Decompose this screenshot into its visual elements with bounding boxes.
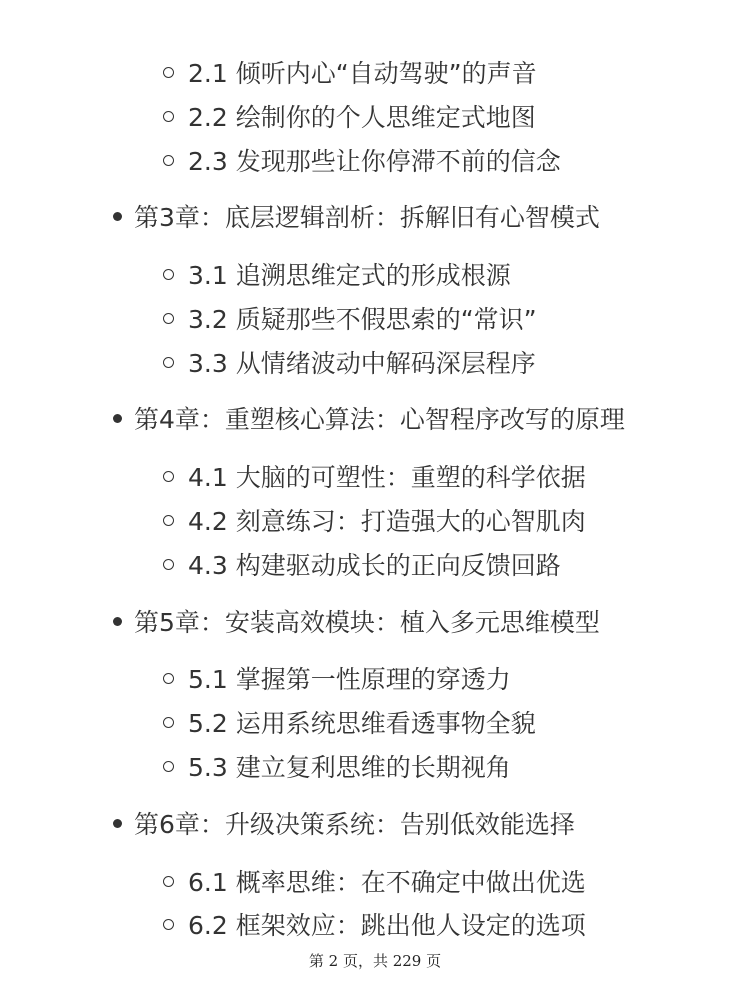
hollow-bullet-icon	[163, 673, 174, 684]
hollow-bullet-icon	[163, 471, 174, 482]
toc-chapter	[0, 803, 750, 843]
toc-chapter-text: 第5章：安装高效模块：植入多元思维模型	[134, 608, 600, 637]
solid-bullet-icon	[113, 212, 122, 221]
toc-subsection	[0, 861, 750, 901]
toc-subsection	[0, 456, 750, 496]
toc-subsection	[0, 342, 750, 382]
toc-subsection	[0, 298, 750, 338]
toc-chapter	[0, 398, 750, 438]
toc-subsection-text: 6.1 概率思维：在不确定中做出优选	[188, 868, 586, 897]
hollow-bullet-icon	[163, 313, 174, 324]
toc-subsection	[0, 746, 750, 786]
hollow-bullet-icon	[163, 67, 174, 78]
hollow-bullet-icon	[163, 155, 174, 166]
toc-subsection-text: 5.2 运用系统思维看透事物全貌	[188, 709, 536, 738]
toc-chapter-text: 第4章：重塑核心算法：心智程序改写的原理	[134, 405, 625, 434]
page-number-footer: 第 2 页，共 229 页	[308, 952, 442, 970]
toc-subsection-text: 4.3 构建驱动成长的正向反馈回路	[188, 551, 561, 580]
toc-subsection	[0, 702, 750, 742]
toc-subsection-text: 3.2 质疑那些不假思索的“常识”	[188, 305, 537, 334]
hollow-bullet-icon	[163, 357, 174, 368]
hollow-bullet-icon	[163, 111, 174, 122]
solid-bullet-icon	[113, 617, 122, 626]
hollow-bullet-icon	[163, 269, 174, 280]
toc-subsection	[0, 500, 750, 540]
solid-bullet-icon	[113, 414, 122, 423]
toc-chapter-text: 第3章：底层逻辑剖析：拆解旧有心智模式	[134, 203, 600, 232]
toc-subsection-text: 2.2 绘制你的个人思维定式地图	[188, 103, 536, 132]
hollow-bullet-icon	[163, 559, 174, 570]
toc-subsection-text: 3.3 从情绪波动中解码深层程序	[188, 349, 536, 378]
toc-chapter-text: 第6章：升级决策系统：告别低效能选择	[134, 810, 575, 839]
toc-subsection	[0, 52, 750, 92]
toc-chapter	[0, 196, 750, 236]
toc-subsection-text: 3.1 追溯思维定式的形成根源	[188, 261, 511, 290]
toc-subsection	[0, 544, 750, 584]
hollow-bullet-icon	[163, 515, 174, 526]
toc-subsection-text: 6.2 框架效应：跳出他人设定的选项	[188, 911, 586, 940]
toc-subsection	[0, 658, 750, 698]
hollow-bullet-icon	[163, 876, 174, 887]
toc-subsection	[0, 904, 750, 944]
toc-subsection	[0, 254, 750, 294]
toc-subsection	[0, 96, 750, 136]
toc-subsection-text: 4.2 刻意练习：打造强大的心智肌肉	[188, 507, 586, 536]
toc-subsection-text: 5.1 掌握第一性原理的穿透力	[188, 665, 511, 694]
toc-chapter	[0, 601, 750, 641]
toc-subsection-text: 5.3 建立复利思维的长期视角	[188, 753, 511, 782]
hollow-bullet-icon	[163, 761, 174, 772]
solid-bullet-icon	[113, 819, 122, 828]
toc-subsection-text: 2.1 倾听内心“自动驾驶”的声音	[188, 59, 537, 88]
toc-subsection-text: 2.3 发现那些让你停滞不前的信念	[188, 147, 561, 176]
hollow-bullet-icon	[163, 717, 174, 728]
toc-subsection-text: 4.1 大脑的可塑性：重塑的科学依据	[188, 463, 586, 492]
toc-subsection	[0, 140, 750, 180]
hollow-bullet-icon	[163, 919, 174, 930]
